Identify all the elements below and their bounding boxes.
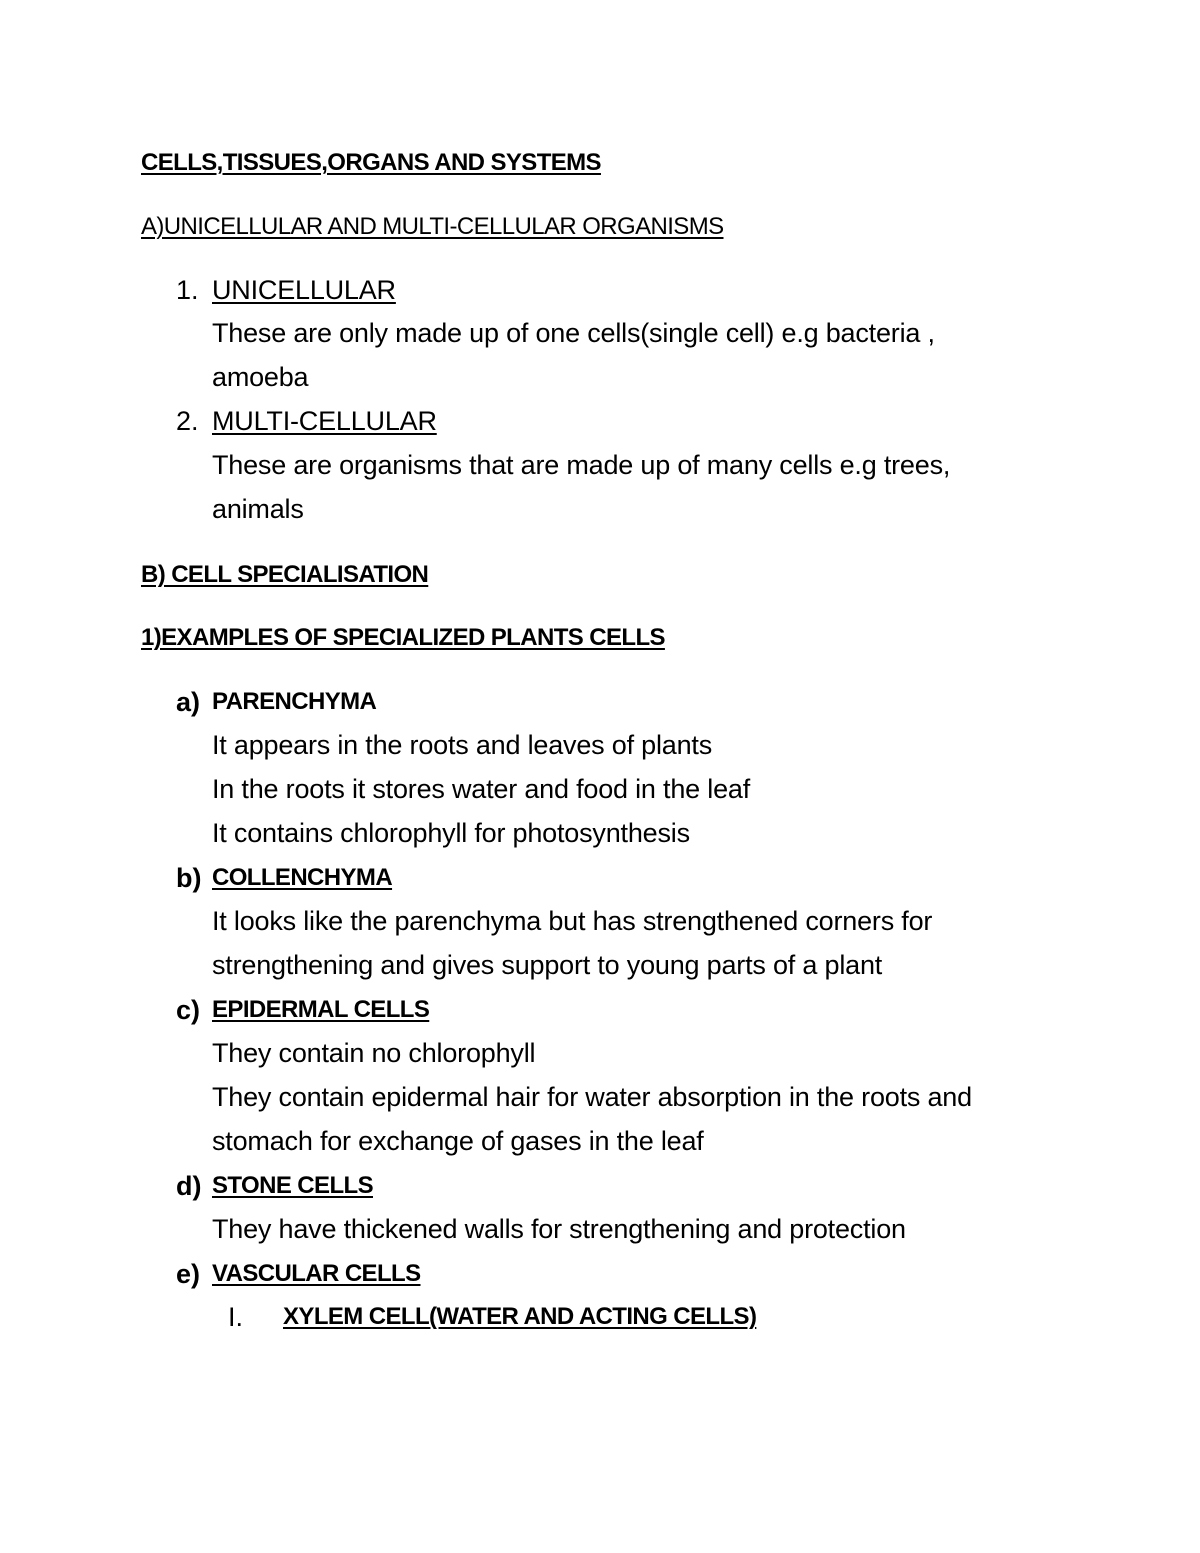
item-term-vascular-cells: VASCULAR CELLS [212,1260,421,1287]
item-term-multicellular: MULTI-CELLULAR [212,406,437,436]
item-text-line: It looks like the parenchyma but has strengthened corners for [212,906,933,936]
list-marker: 2. [176,406,199,436]
item-term-parenchyma: PARENCHYMA [212,688,377,715]
item-text-line: animals [212,494,304,524]
section-b-heading: B) CELL SPECIALISATION [141,561,429,588]
item-term-epidermal-cells: EPIDERMAL CELLS [212,996,430,1023]
list-marker: d) [176,1171,202,1201]
list-marker: a) [176,687,201,717]
item-text-line: These are organisms that are made up of many cells e.g trees, [212,450,951,480]
item-term-unicellular: UNICELLULAR [212,275,396,305]
item-text-line: It contains chlorophyll for photosynthesis [212,818,690,848]
item-term-collenchyma: COLLENCHYMA [212,864,393,891]
item-text-line: In the roots it stores water and food in the leaf [212,774,751,804]
item-text-line: They have thickened walls for strengthening and protection [212,1214,906,1244]
item-text-line: They contain epidermal hair for water absorption in the roots and [212,1082,972,1112]
list-marker: e) [176,1259,201,1289]
list-marker: 1. [176,275,199,305]
sublist-marker: I. [228,1302,244,1332]
document-title: CELLS,TISSUES,ORGANS AND SYSTEMS [141,149,601,176]
item-text-line: They contain no chlorophyll [212,1038,536,1068]
section-a-heading: A)UNICELLULAR AND MULTI-CELLULAR ORGANISMS [141,213,724,240]
item-text-line: It appears in the roots and leaves of plants [212,730,713,760]
item-text-line: amoeba [212,362,309,392]
item-text-line: These are only made up of one cells(single cell) e.g bacteria , [212,318,935,348]
list-marker: c) [176,995,201,1025]
list-marker: b) [176,863,202,893]
item-text-line: strengthening and gives support to young parts of a plant [212,950,883,980]
subitem-term-xylem-cell: XYLEM CELL(WATER AND ACTING CELLS) [283,1303,757,1330]
item-term-stone-cells: STONE CELLS [212,1172,373,1199]
section-b-subheading: 1)EXAMPLES OF SPECIALIZED PLANTS CELLS [141,624,665,651]
item-text-line: stomach for exchange of gases in the leaf [212,1126,704,1156]
